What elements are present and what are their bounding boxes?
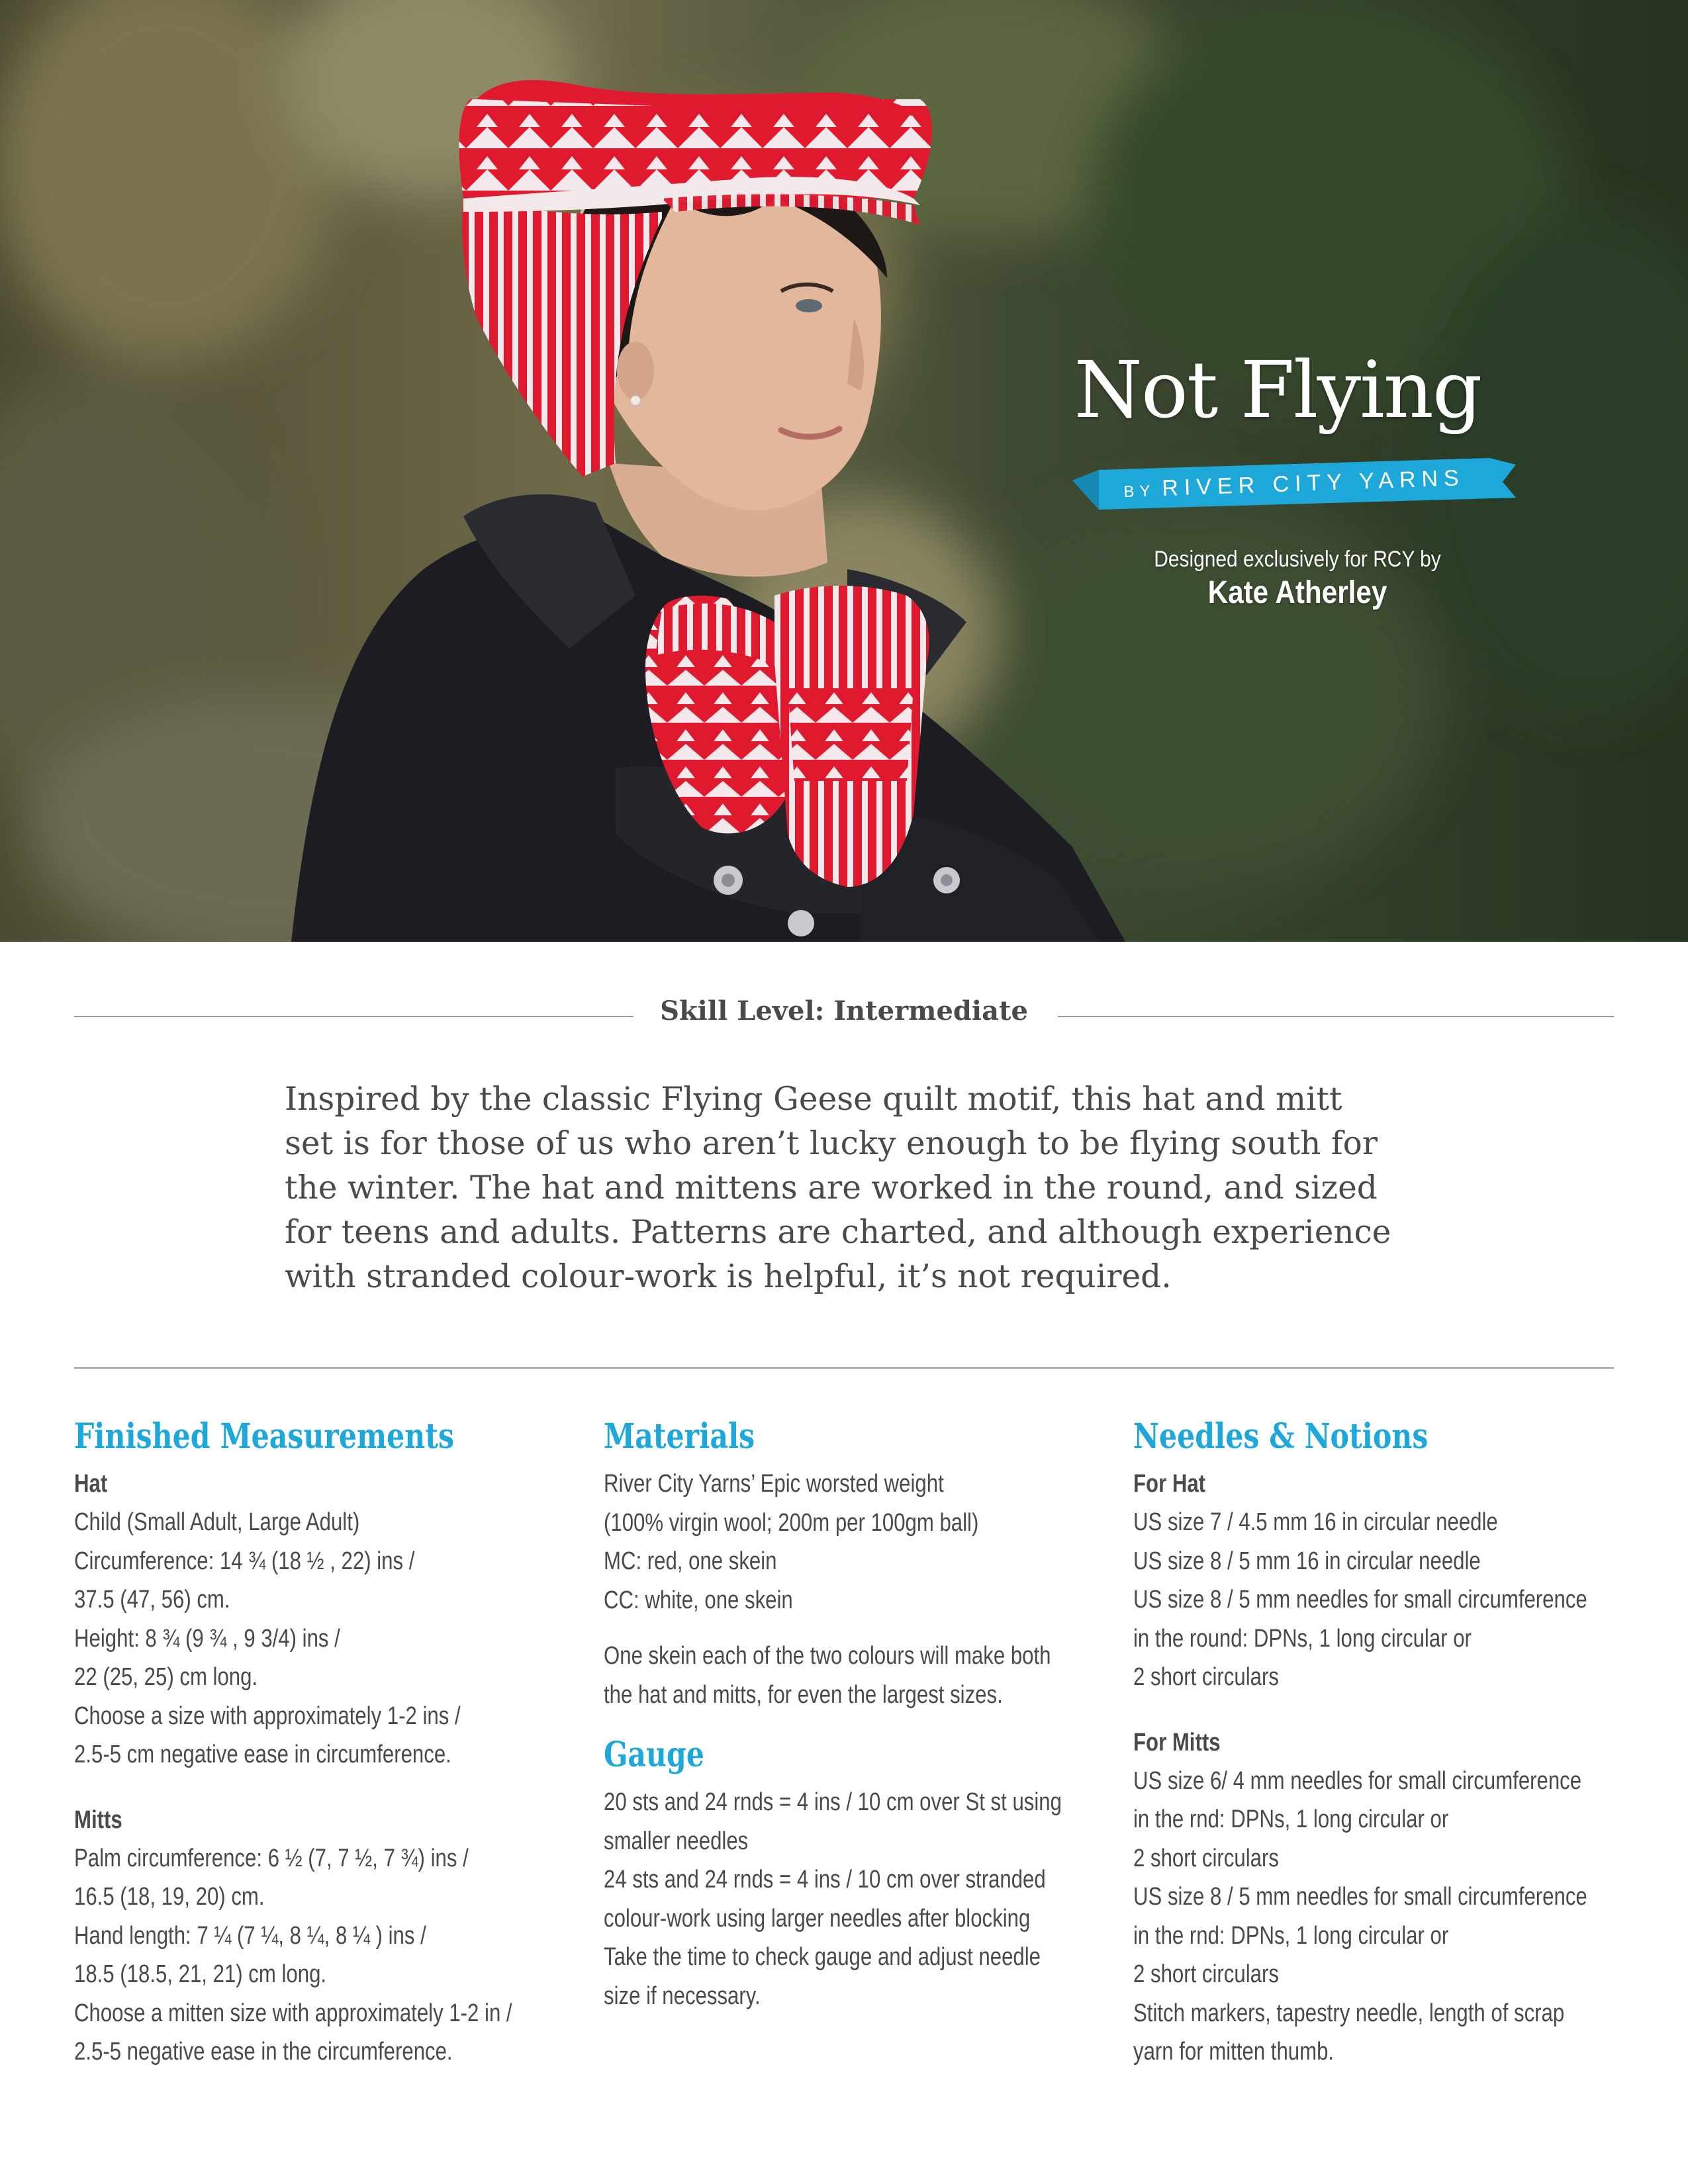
measure-line: Palm circumference: 6 ½ (7, 7 ½, 7 ¾) ins / (74, 1844, 469, 1872)
needle-line: US size 8 / 5 mm 16 in circular needle (1133, 1547, 1481, 1575)
needle-line: in the rnd: DPNs, 1 long circular or (1133, 1805, 1449, 1833)
needles-notions-heading: Needles & Notions (1133, 1416, 1429, 1457)
material-note-line: One skein each of the two colours will make both (604, 1642, 1051, 1670)
gauge-line: colour-work using larger needles after blocking (604, 1904, 1031, 1933)
measure-line: 2.5-5 negative ease in the circumference. (74, 2038, 453, 2066)
needle-line: 2 short circulars (1133, 1663, 1279, 1691)
gauge-line: smaller needles (604, 1827, 749, 1855)
mitts-measurements (74, 1839, 577, 2071)
gauge-list (604, 1783, 1107, 2015)
section-divider (74, 1367, 1614, 1369)
intro-paragraph (285, 1077, 1410, 1299)
brand-ribbon (1072, 458, 1516, 510)
for-hat-subheading: For Hat (1133, 1470, 1206, 1498)
measure-line: 16.5 (18, 19, 20) cm. (74, 1883, 265, 1911)
needle-line: in the rnd: DPNs, 1 long circular or (1133, 1921, 1449, 1950)
intro-line: for teens and adults. Patterns are charted, and although experience (285, 1214, 1391, 1251)
intro-line: with stranded colour-work is helpful, it’s not required. (285, 1258, 1172, 1295)
needle-line: yarn for mitten thumb. (1133, 2038, 1335, 2066)
needle-line: Stitch markers, tapestry needle, length of scrap (1133, 1999, 1565, 2027)
material-line: MC: red, one skein (604, 1547, 777, 1575)
needles-notions-column (1133, 1413, 1636, 2071)
needle-line: US size 7 / 4.5 mm 16 in circular needle (1133, 1508, 1498, 1536)
pattern-title: Not Flying (1074, 344, 1481, 435)
needle-line: US size 8 / 5 mm needles for small circumference (1133, 1883, 1587, 1911)
designed-for-line: Designed exclusively for RCY by (1154, 547, 1441, 572)
material-line: (100% virgin wool; 200m per 100gm ball) (604, 1508, 979, 1537)
measure-line: Choose a size with approximately 1-2 ins / (74, 1702, 461, 1730)
designer-name: Kate Atherley (1207, 575, 1387, 610)
mitts-needles-list (1133, 1762, 1636, 2071)
finished-measurements-heading: Finished Measurements (74, 1416, 454, 1457)
hat-measurements (74, 1503, 577, 1774)
for-mitts-subheading: For Mitts (1133, 1728, 1221, 1756)
needle-line: 2 short circulars (1133, 1960, 1279, 1988)
gauge-line: 24 sts and 24 rnds = 4 ins / 10 cm over stranded (604, 1866, 1046, 1893)
gauge-line: Take the time to check gauge and adjust needle (604, 1943, 1041, 1971)
skill-level: Skill Level: Intermediate (660, 995, 1028, 1026)
measure-line: Choose a mitten size with approximately 1-2 in / (74, 1999, 512, 2027)
measure-line: 37.5 (47, 56) cm. (74, 1586, 230, 1614)
hero-photo (0, 0, 1688, 942)
measure-line: Circumference: 14 ¾ (18 ½ , 22) ins / (74, 1547, 415, 1575)
material-line: River City Yarns’ Epic worsted weight (604, 1470, 944, 1498)
byline-by: BY (1123, 482, 1156, 501)
measure-line: 2.5-5 cm negative ease in circumference. (74, 1741, 451, 1768)
intro-line: set is for those of us who aren’t lucky enough to be flying south for (285, 1125, 1378, 1162)
divider-left (74, 1016, 633, 1017)
mitts-subheading: Mitts (74, 1805, 122, 1834)
gauge-line: size if necessary. (604, 1981, 761, 2010)
intro-line: the winter. The hat and mittens are worked in the round, and sized (285, 1169, 1378, 1206)
measure-line: Hand length: 7 ¼ (7 ¼, 8 ¼, 8 ¼ ) ins / (74, 1921, 426, 1950)
materials-heading: Materials (604, 1416, 755, 1457)
needle-line: US size 6/ 4 mm needles for small circumference (1133, 1766, 1582, 1795)
hat-needles-list (1133, 1503, 1636, 1697)
needle-line: US size 8 / 5 mm needles for small circumference (1133, 1586, 1587, 1614)
materials-list (604, 1465, 1107, 1619)
gauge-line: 20 sts and 24 rnds = 4 ins / 10 cm over St st using (604, 1788, 1062, 1816)
measure-line: Height: 8 ¾ (9 ¾ , 9 3/4) ins / (74, 1624, 340, 1653)
intro-line: Inspired by the classic Flying Geese quilt motif, this hat and mitt (285, 1081, 1342, 1118)
material-line: CC: white, one skein (604, 1586, 793, 1614)
divider-right (1058, 1016, 1614, 1017)
finished-measurements-column (74, 1413, 577, 2071)
measure-line: 22 (25, 25) cm long. (74, 1663, 258, 1691)
materials-column (604, 1413, 1107, 2015)
needle-line: in the round: DPNs, 1 long circular or (1133, 1624, 1472, 1653)
gauge-heading: Gauge (604, 1735, 704, 1775)
material-note-line: the hat and mitts, for even the largest sizes. (604, 1680, 1003, 1709)
measure-line: 18.5 (18.5, 21, 21) cm long. (74, 1960, 327, 1988)
hat-subheading: Hat (74, 1470, 108, 1498)
measure-line: Child (Small Adult, Large Adult) (74, 1508, 360, 1536)
needle-line: 2 short circulars (1133, 1844, 1279, 1872)
byline-brand: RIVER CITY YARNS (1161, 465, 1466, 501)
materials-note (604, 1637, 1107, 1714)
